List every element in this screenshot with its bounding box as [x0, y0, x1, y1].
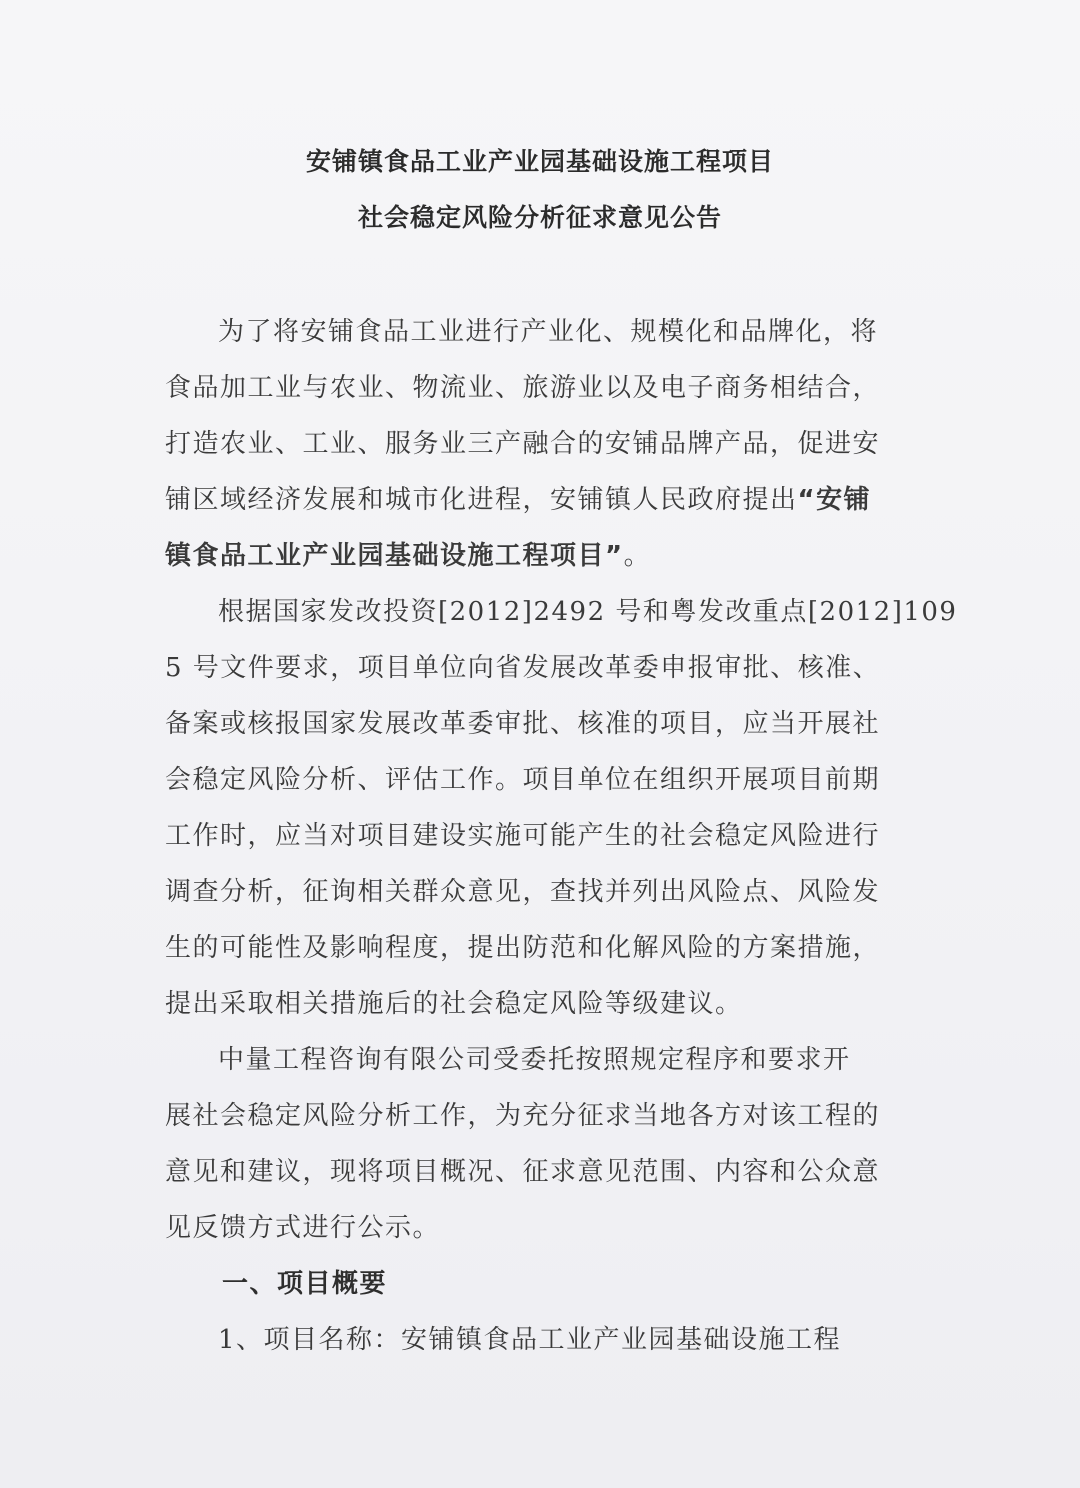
paragraph-1-line-4: [165, 479, 871, 516]
paragraph-3-line-4: 见反馈方式进行公示。: [165, 1213, 441, 1243]
paragraph-1-line-3: 打造农业、工业、服务业三产融合的安铺品牌产品，促进安: [165, 429, 881, 459]
paragraph-1-line-2: 食品加工业与农业、物流业、旅游业以及电子商务相结合，: [165, 373, 881, 403]
document-title-line-1: 安铺镇食品工业产业园基础设施工程项目: [305, 147, 774, 176]
paragraph-2-line-8: 提出采取相关措施后的社会稳定风险等级建议。: [165, 989, 743, 1019]
paragraph-2-line-6: 调查分析，征询相关群众意见，查找并列出风险点、风险发: [165, 877, 881, 907]
paragraph-2-line-5: 工作时，应当对项目建设实施可能产生的社会稳定风险进行: [165, 821, 881, 851]
paragraph-2-line-4: 会稳定风险分析、评估工作。项目单位在组织开展项目前期: [165, 765, 881, 795]
paragraph-1-line-4-text: 铺区域经济发展和城市化进程，安铺镇人民政府提出: [165, 485, 798, 515]
paragraph-3-line-2: 展社会稳定风险分析工作，为充分征求当地各方对该工程的: [165, 1101, 881, 1131]
paragraph-1-line-5-text: 。: [623, 541, 652, 571]
paragraph-2-line-2: 5 号文件要求，项目单位向省发展改革委申报审批、核准、: [165, 653, 881, 683]
paragraph-2-line-7: 生的可能性及影响程度，提出防范和化解风险的方案措施，: [165, 933, 881, 963]
paragraph-1-line-1: 为了将安铺食品工业进行产业化、规模化和品牌化，将: [218, 317, 879, 347]
paragraph-3-line-1: 中量工程咨询有限公司受委托按照规定程序和要求开: [218, 1045, 851, 1075]
section-1-heading: 一、项目概要: [222, 1269, 388, 1299]
paragraph-3-line-3: 意见和建议，现将项目概况、征求意见范围、内容和公众意: [165, 1157, 881, 1187]
document-title-line-2: 社会稳定风险分析征求意见公告: [357, 203, 722, 232]
project-name-emphasis-start: “安铺: [797, 485, 872, 515]
paragraph-1-line-5: [165, 535, 651, 572]
item-1-project-name: 1、项目名称：安铺镇食品工业产业园基础设施工程: [218, 1325, 842, 1355]
project-name-emphasis-end: 镇食品工业产业园基础设施工程项目”: [165, 541, 624, 571]
paragraph-2-line-1: 根据国家发改投资[2012]2492 号和粤发改重点[2012]109: [218, 597, 958, 627]
paragraph-2-line-3: 备案或核报国家发展改革委审批、核准的项目，应当开展社: [165, 709, 881, 739]
